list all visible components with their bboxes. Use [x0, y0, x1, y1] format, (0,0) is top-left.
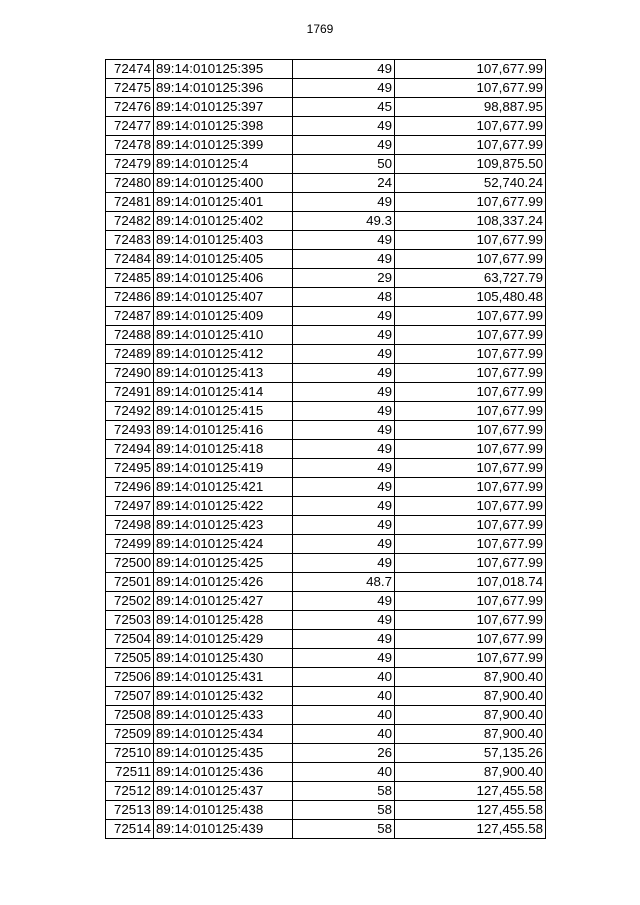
area-cell: 49 [293, 307, 395, 326]
amount-cell: 107,677.99 [395, 649, 546, 668]
cadastral-number-cell: 89:14:010125:401 [154, 193, 293, 212]
area-cell: 49 [293, 516, 395, 535]
table-row [106, 630, 546, 649]
table-row [106, 174, 546, 193]
amount-cell: 107,677.99 [395, 497, 546, 516]
row-number-cell: 72488 [106, 326, 154, 345]
cadastral-number-cell: 89:14:010125:407 [154, 288, 293, 307]
area-cell: 49 [293, 326, 395, 345]
table-row [106, 307, 546, 326]
cadastral-number-cell: 89:14:010125:427 [154, 592, 293, 611]
row-number-cell: 72492 [106, 402, 154, 421]
row-number-cell: 72485 [106, 269, 154, 288]
row-number-cell: 72476 [106, 98, 154, 117]
area-cell: 49 [293, 611, 395, 630]
cadastral-number-cell: 89:14:010125:426 [154, 573, 293, 592]
amount-cell: 87,900.40 [395, 763, 546, 782]
row-number-cell: 72497 [106, 497, 154, 516]
amount-cell: 107,677.99 [395, 402, 546, 421]
area-cell: 49 [293, 440, 395, 459]
amount-cell: 107,677.99 [395, 193, 546, 212]
table-row [106, 725, 546, 744]
cadastral-number-cell: 89:14:010125:429 [154, 630, 293, 649]
area-cell: 40 [293, 687, 395, 706]
row-number-cell: 72478 [106, 136, 154, 155]
table-row [106, 98, 546, 117]
cadastral-number-cell: 89:14:010125:414 [154, 383, 293, 402]
area-cell: 40 [293, 725, 395, 744]
cadastral-number-cell: 89:14:010125:4 [154, 155, 293, 174]
cadastral-number-cell: 89:14:010125:419 [154, 459, 293, 478]
amount-cell: 107,677.99 [395, 535, 546, 554]
amount-cell: 107,677.99 [395, 592, 546, 611]
table-row [106, 288, 546, 307]
cadastral-number-cell: 89:14:010125:428 [154, 611, 293, 630]
cadastral-number-cell: 89:14:010125:425 [154, 554, 293, 573]
page-number: 1769 [306, 22, 334, 36]
amount-cell: 107,677.99 [395, 250, 546, 269]
cadastral-number-cell: 89:14:010125:430 [154, 649, 293, 668]
amount-cell: 107,677.99 [395, 364, 546, 383]
amount-cell: 52,740.24 [395, 174, 546, 193]
amount-cell: 107,677.99 [395, 630, 546, 649]
row-number-cell: 72480 [106, 174, 154, 193]
cadastral-number-cell: 89:14:010125:406 [154, 269, 293, 288]
cadastral-number-cell: 89:14:010125:412 [154, 345, 293, 364]
row-number-cell: 72494 [106, 440, 154, 459]
area-cell: 49.3 [293, 212, 395, 231]
row-number-cell: 72511 [106, 763, 154, 782]
row-number-cell: 72486 [106, 288, 154, 307]
row-number-cell: 72501 [106, 573, 154, 592]
amount-cell: 107,677.99 [395, 516, 546, 535]
cadastral-number-cell: 89:14:010125:398 [154, 117, 293, 136]
table-row [106, 573, 546, 592]
table-row [106, 383, 546, 402]
table-row [106, 269, 546, 288]
table-row [106, 801, 546, 820]
table-row [106, 459, 546, 478]
amount-cell: 107,677.99 [395, 345, 546, 364]
cadastral-number-cell: 89:14:010125:432 [154, 687, 293, 706]
row-number-cell: 72504 [106, 630, 154, 649]
row-number-cell: 72507 [106, 687, 154, 706]
cadastral-number-cell: 89:14:010125:434 [154, 725, 293, 744]
row-number-cell: 72508 [106, 706, 154, 725]
area-cell: 58 [293, 820, 395, 839]
area-cell: 58 [293, 801, 395, 820]
cadastral-number-cell: 89:14:010125:436 [154, 763, 293, 782]
table-row [106, 402, 546, 421]
amount-cell: 105,480.48 [395, 288, 546, 307]
cadastral-number-cell: 89:14:010125:439 [154, 820, 293, 839]
table-row [106, 136, 546, 155]
row-number-cell: 72498 [106, 516, 154, 535]
table-row [106, 117, 546, 136]
amount-cell: 127,455.58 [395, 782, 546, 801]
table-row [106, 345, 546, 364]
row-number-cell: 72506 [106, 668, 154, 687]
area-cell: 49 [293, 364, 395, 383]
cadastral-number-cell: 89:14:010125:410 [154, 326, 293, 345]
amount-cell: 107,677.99 [395, 326, 546, 345]
cadastral-number-cell: 89:14:010125:405 [154, 250, 293, 269]
cadastral-number-cell: 89:14:010125:431 [154, 668, 293, 687]
table-row [106, 744, 546, 763]
table-row [106, 193, 546, 212]
area-cell: 50 [293, 155, 395, 174]
table-row [106, 421, 546, 440]
amount-cell: 107,677.99 [395, 383, 546, 402]
area-cell: 49 [293, 250, 395, 269]
area-cell: 49 [293, 535, 395, 554]
row-number-cell: 72474 [106, 60, 154, 79]
area-cell: 40 [293, 668, 395, 687]
cadastral-number-cell: 89:14:010125:437 [154, 782, 293, 801]
cadastral-number-cell: 89:14:010125:438 [154, 801, 293, 820]
row-number-cell: 72493 [106, 421, 154, 440]
table-row [106, 79, 546, 98]
table-row [106, 155, 546, 174]
amount-cell: 107,677.99 [395, 611, 546, 630]
table-row [106, 763, 546, 782]
amount-cell: 107,677.99 [395, 60, 546, 79]
amount-cell: 98,887.95 [395, 98, 546, 117]
area-cell: 49 [293, 117, 395, 136]
cadastral-number-cell: 89:14:010125:402 [154, 212, 293, 231]
row-number-cell: 72487 [106, 307, 154, 326]
amount-cell: 87,900.40 [395, 725, 546, 744]
table-row [106, 611, 546, 630]
area-cell: 49 [293, 383, 395, 402]
row-number-cell: 72502 [106, 592, 154, 611]
area-cell: 26 [293, 744, 395, 763]
cadastral-number-cell: 89:14:010125:433 [154, 706, 293, 725]
table-row [106, 364, 546, 383]
area-cell: 40 [293, 763, 395, 782]
area-cell: 24 [293, 174, 395, 193]
table-row [106, 706, 546, 725]
amount-cell: 107,677.99 [395, 459, 546, 478]
row-number-cell: 72509 [106, 725, 154, 744]
table-row [106, 231, 546, 250]
cadastral-number-cell: 89:14:010125:422 [154, 497, 293, 516]
cadastral-number-cell: 89:14:010125:399 [154, 136, 293, 155]
amount-cell: 109,875.50 [395, 155, 546, 174]
amount-cell: 107,677.99 [395, 231, 546, 250]
amount-cell: 107,677.99 [395, 117, 546, 136]
row-number-cell: 72503 [106, 611, 154, 630]
amount-cell: 87,900.40 [395, 687, 546, 706]
row-number-cell: 72477 [106, 117, 154, 136]
row-number-cell: 72505 [106, 649, 154, 668]
cadastral-number-cell: 89:14:010125:403 [154, 231, 293, 250]
area-cell: 49 [293, 402, 395, 421]
cadastral-number-cell: 89:14:010125:415 [154, 402, 293, 421]
cadastral-number-cell: 89:14:010125:416 [154, 421, 293, 440]
row-number-cell: 72490 [106, 364, 154, 383]
cadastral-number-cell: 89:14:010125:409 [154, 307, 293, 326]
cadastral-number-cell: 89:14:010125:413 [154, 364, 293, 383]
amount-cell: 63,727.79 [395, 269, 546, 288]
area-cell: 49 [293, 497, 395, 516]
area-cell: 49 [293, 592, 395, 611]
cadastral-number-cell: 89:14:010125:396 [154, 79, 293, 98]
row-number-cell: 72484 [106, 250, 154, 269]
area-cell: 49 [293, 79, 395, 98]
table-row [106, 668, 546, 687]
area-cell: 49 [293, 630, 395, 649]
row-number-cell: 72500 [106, 554, 154, 573]
amount-cell: 107,677.99 [395, 79, 546, 98]
amount-cell: 108,337.24 [395, 212, 546, 231]
cadastral-number-cell: 89:14:010125:397 [154, 98, 293, 117]
area-cell: 48 [293, 288, 395, 307]
table-row [106, 497, 546, 516]
area-cell: 49 [293, 478, 395, 497]
amount-cell: 107,677.99 [395, 136, 546, 155]
row-number-cell: 72513 [106, 801, 154, 820]
area-cell: 49 [293, 554, 395, 573]
amount-cell: 107,677.99 [395, 440, 546, 459]
area-cell: 49 [293, 231, 395, 250]
area-cell: 29 [293, 269, 395, 288]
area-cell: 40 [293, 706, 395, 725]
row-number-cell: 72512 [106, 782, 154, 801]
table-row [106, 592, 546, 611]
row-number-cell: 72499 [106, 535, 154, 554]
area-cell: 48.7 [293, 573, 395, 592]
row-number-cell: 72489 [106, 345, 154, 364]
area-cell: 49 [293, 136, 395, 155]
row-number-cell: 72482 [106, 212, 154, 231]
cadastral-number-cell: 89:14:010125:424 [154, 535, 293, 554]
cadastral-number-cell: 89:14:010125:395 [154, 60, 293, 79]
amount-cell: 127,455.58 [395, 801, 546, 820]
amount-cell: 107,018.74 [395, 573, 546, 592]
area-cell: 49 [293, 60, 395, 79]
table-row [106, 649, 546, 668]
area-cell: 49 [293, 345, 395, 364]
amount-cell: 57,135.26 [395, 744, 546, 763]
row-number-cell: 72481 [106, 193, 154, 212]
table-row [106, 326, 546, 345]
table-row [106, 782, 546, 801]
table-row [106, 516, 546, 535]
row-number-cell: 72491 [106, 383, 154, 402]
parcel-table [105, 59, 546, 839]
cadastral-number-cell: 89:14:010125:418 [154, 440, 293, 459]
table-row [106, 554, 546, 573]
area-cell: 45 [293, 98, 395, 117]
amount-cell: 87,900.40 [395, 668, 546, 687]
table-row [106, 478, 546, 497]
amount-cell: 87,900.40 [395, 706, 546, 725]
amount-cell: 107,677.99 [395, 554, 546, 573]
row-number-cell: 72483 [106, 231, 154, 250]
table-row [106, 820, 546, 839]
cadastral-number-cell: 89:14:010125:400 [154, 174, 293, 193]
cadastral-number-cell: 89:14:010125:435 [154, 744, 293, 763]
row-number-cell: 72495 [106, 459, 154, 478]
row-number-cell: 72475 [106, 79, 154, 98]
table-row [106, 60, 546, 79]
amount-cell: 107,677.99 [395, 478, 546, 497]
amount-cell: 107,677.99 [395, 307, 546, 326]
row-number-cell: 72479 [106, 155, 154, 174]
table-row [106, 250, 546, 269]
area-cell: 49 [293, 193, 395, 212]
row-number-cell: 72514 [106, 820, 154, 839]
table-row [106, 687, 546, 706]
row-number-cell: 72496 [106, 478, 154, 497]
amount-cell: 127,455.58 [395, 820, 546, 839]
area-cell: 49 [293, 649, 395, 668]
area-cell: 49 [293, 421, 395, 440]
area-cell: 58 [293, 782, 395, 801]
parcel-table-body [106, 60, 546, 839]
area-cell: 49 [293, 459, 395, 478]
amount-cell: 107,677.99 [395, 421, 546, 440]
cadastral-number-cell: 89:14:010125:423 [154, 516, 293, 535]
cadastral-number-cell: 89:14:010125:421 [154, 478, 293, 497]
table-row [106, 212, 546, 231]
table-row [106, 535, 546, 554]
row-number-cell: 72510 [106, 744, 154, 763]
table-row [106, 440, 546, 459]
